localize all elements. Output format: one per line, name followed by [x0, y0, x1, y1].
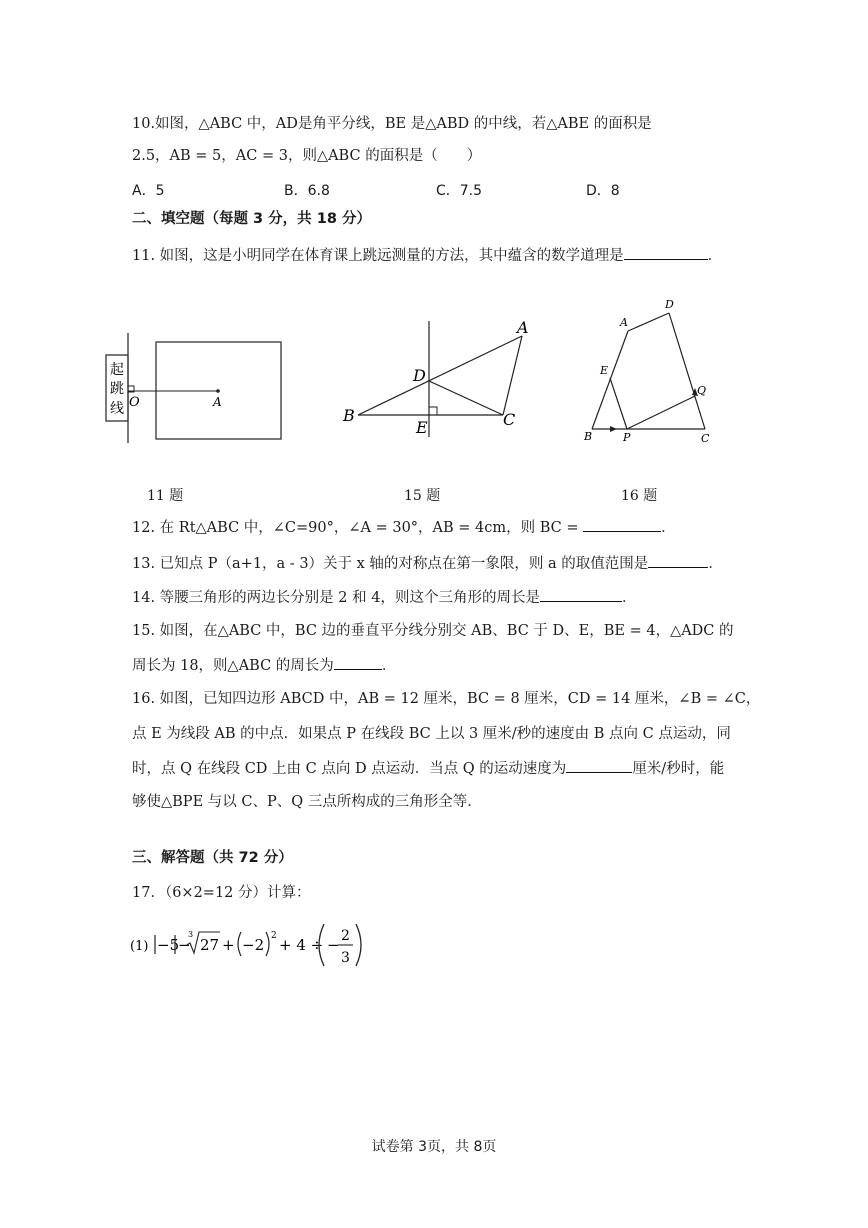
label-a-15: A — [517, 318, 529, 337]
q12-text: 12. 在 Rt△ABC 中，∠C=90°，∠A = 30°，AB = 4cm，则 BC = ． — [132, 517, 676, 538]
label-e-15: E — [416, 418, 428, 437]
figure-15-caption: 15 题 — [404, 488, 441, 504]
segment-pq — [627, 396, 695, 429]
page-footer: 试卷第 3页，共 8页 — [371, 1139, 497, 1155]
arrow-p — [610, 426, 617, 432]
figure-11-caption: 11 题 — [147, 488, 184, 504]
figure-11 — [100, 325, 300, 450]
label-d-16: D — [665, 298, 674, 311]
fraction-denominator: 3 — [341, 950, 350, 966]
label-e-16: E — [600, 364, 609, 377]
power-base: −2 — [242, 936, 265, 954]
landing-point — [216, 389, 220, 393]
q10-option-c: C．7.5 — [436, 183, 483, 199]
label-b-15: B — [343, 406, 355, 425]
segment-ac — [503, 336, 522, 415]
q10-line1: 10.如图，△ABC 中，AD是角平分线，BE 是△ABD 的中线，若△ABE 的面积是 — [132, 116, 652, 132]
q10-option-b: B．6.8 — [284, 183, 330, 199]
q14-stem: 14. 等腰三角形的两边长分别是 2 和 4，则这个三角形的周长是 — [132, 590, 540, 606]
q13-answer-blank — [648, 553, 708, 568]
q11-answer-blank — [624, 245, 708, 260]
q11-stem: 11. 如图，这是小明同学在体育课上跳远测量的方法，其中蕴含的数学道理是 — [132, 248, 624, 264]
paren-left — [238, 932, 241, 956]
label-q-16: Q — [697, 384, 707, 397]
start-line-char-2: 跳 — [110, 381, 124, 397]
figure-16-caption: 16 题 — [621, 488, 658, 504]
radicand: 27 — [200, 936, 220, 954]
big-paren-right — [356, 924, 361, 966]
q16-line2: 点 E 为线段 AB 的中点．如果点 P 在线段 BC 上以 3 厘米/秒的速度由 B 点向 C 点运动，同 — [132, 726, 731, 742]
q10-option-a: A．5 — [132, 183, 165, 199]
q17-intro: 17．（6×2=12 分）计算： — [132, 885, 311, 901]
q16-line3-stem: 时，点 Q 在线段 CD 上由 C 点向 D 点运动．当点 Q 的运动速度为 — [132, 761, 567, 777]
q15-stem: 周长为 18，则△ABC 的周长为 — [132, 658, 334, 674]
q16-line3-tail: 厘米/秒时，能 — [632, 761, 725, 777]
q15-line1: 15. 如图，在△ABC 中，BC 边的垂直平分线分别交 AB、BC 于 D、E，BE = 4，△ADC 的 — [132, 623, 734, 639]
segment-ad — [628, 313, 669, 331]
root-index: 3 — [188, 930, 194, 939]
right-angle-mark-15 — [429, 407, 437, 415]
q14-answer-blank — [540, 587, 622, 602]
q11-text: 11. 如图，这是小明同学在体育课上跳远测量的方法，其中蕴含的数学道理是 ． — [132, 245, 722, 266]
q12-stem: 12. 在 Rt△ABC 中，∠C=90°，∠A = 30°，AB = 4cm，则 BC = — [132, 520, 579, 536]
q13-text: 13. 已知点 P（a+1，a - 3）关于 x 轴的对称点在第一象限，则 a 的取值范围是 ． — [132, 553, 723, 574]
paren-right — [266, 932, 269, 956]
abs-value: −5 — [157, 936, 180, 954]
label-b-16: B — [584, 430, 593, 443]
q14-text: 14. 等腰三角形的两边长分别是 2 和 4，则这个三角形的周长是 ． — [132, 587, 636, 608]
q12-answer-blank — [583, 517, 661, 532]
q15-answer-blank — [334, 655, 382, 670]
section3-heading: 三、解答题（共 72 分） — [132, 850, 293, 866]
q13-stem: 13. 已知点 P（a+1，a - 3）关于 x 轴的对称点在第一象限，则 a 的取值范围是 — [132, 556, 649, 572]
figure-15 — [340, 315, 540, 440]
negative-sign: − — [327, 936, 340, 954]
expr-prefix: (1) — [130, 939, 149, 954]
label-c-15: C — [503, 410, 516, 429]
q16-line4: 够使△BPE 与以 C、P、Q 三点所构成的三角形全等． — [132, 794, 482, 810]
fraction-numerator: 2 — [341, 928, 350, 944]
q16-line1: 16. 如图，已知四边形 ABCD 中，AB = 12 厘米，BC = 8 厘米，CD = 14 厘米，∠B = ∠C， — [132, 691, 761, 707]
label-a-16: A — [620, 316, 628, 329]
segment-ep — [610, 378, 627, 429]
start-line-char-3: 线 — [110, 401, 124, 417]
start-line-char-1: 起 — [110, 362, 124, 378]
minus-sign: − — [178, 936, 191, 954]
q16-answer-blank — [566, 758, 632, 773]
plus-four-div: + 4 ÷ — [279, 936, 324, 954]
q15-line2: 周长为 18，则△ABC 的周长为 ． — [132, 655, 396, 676]
label-p-16: P — [623, 431, 631, 444]
exponent: 2 — [271, 931, 277, 941]
q10-line2: 2.5，AB = 5，AC = 3，则△ABC 的面积是（ ） — [132, 148, 482, 164]
q10-option-d: D．8 — [586, 183, 620, 199]
section2-heading: 二、填空题（每题 3 分，共 18 分） — [132, 211, 371, 227]
q17-expression — [130, 920, 370, 972]
label-a-11: A — [213, 395, 222, 409]
label-o: O — [129, 395, 140, 410]
figure-16 — [580, 295, 730, 450]
plus-sign: + — [222, 936, 235, 954]
segment-dc-16 — [669, 313, 705, 429]
label-c-16: C — [701, 432, 710, 445]
segment-ba — [358, 336, 522, 415]
q16-line3 — [132, 758, 724, 779]
label-d-15: D — [413, 366, 426, 385]
segment-dc — [429, 381, 503, 415]
